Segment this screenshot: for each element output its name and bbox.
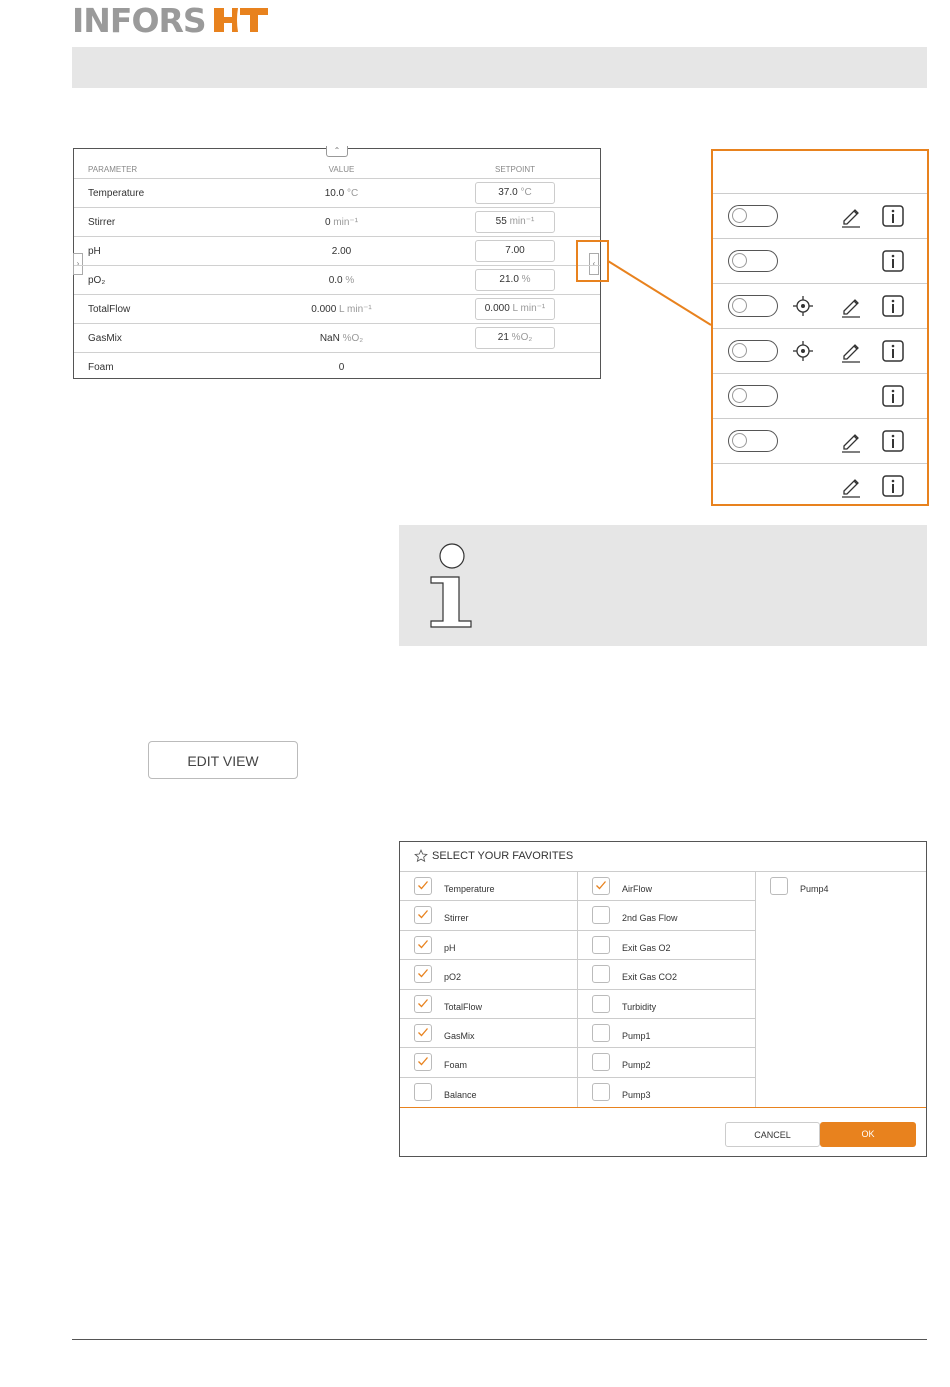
favorite-option[interactable] [578,990,755,1019]
checkbox[interactable] [592,965,610,983]
favorite-label: Balance [444,1089,477,1100]
note-box [399,525,927,646]
favorite-label: 2nd Gas Flow [622,913,678,924]
parameter-name: Temperature [88,188,145,199]
parameter-name: pH [88,246,101,257]
favorite-label: Temperature [444,884,495,894]
toggle-switch[interactable] [728,205,778,227]
info-icon[interactable] [881,204,905,228]
toggle-knob [732,388,747,403]
icon-row [713,463,927,509]
parameter-name: GasMix [88,333,122,344]
info-icon[interactable] [881,339,905,363]
favorite-label: Pump1 [622,1031,651,1041]
favorite-option[interactable] [756,872,926,901]
favorite-label: Stirrer [444,913,469,924]
favorite-option[interactable] [578,931,755,960]
favorite-label: Turbidity [622,1001,657,1012]
favorite-option[interactable] [400,1048,577,1077]
star-icon [414,849,428,863]
setpoint-field[interactable]: 55 min⁻¹ [475,211,555,233]
target-icon[interactable] [791,294,815,318]
favorite-option[interactable] [400,901,577,930]
parameter-name: Foam [88,362,114,373]
chevron-right-icon[interactable]: › [73,253,83,275]
favorite-label: Exit Gas CO2 [622,972,678,983]
table-row [74,352,600,382]
checkbox[interactable] [770,877,788,895]
checkbox[interactable] [414,877,432,895]
favorite-option[interactable] [400,1078,577,1107]
toggle-switch[interactable] [728,250,778,272]
favorite-label: Pump4 [800,884,829,894]
parameter-value: 0 [338,362,345,373]
checkbox[interactable] [592,1053,610,1071]
chevron-left-icon[interactable]: ‹ [589,253,599,275]
table-row [74,294,600,324]
table-row [74,178,600,208]
target-icon[interactable] [791,339,815,363]
setpoint-field[interactable]: 7.00 [475,240,555,262]
header-bar [72,47,927,88]
toggle-knob [732,433,747,448]
icons-panel [711,149,929,506]
setpoint-field[interactable]: 37.0 °C [475,182,555,204]
favorite-option[interactable] [578,960,755,989]
pencil-icon[interactable] [839,339,863,363]
checkbox[interactable] [414,1024,432,1042]
footer-divider [400,1107,926,1108]
parameter-value: 0 min⁻¹ [324,217,359,228]
footer-line [72,1339,927,1340]
checkbox[interactable] [592,877,610,895]
checkbox[interactable] [414,965,432,983]
header-value: VALUE [328,165,355,174]
table-row [74,207,600,237]
favorite-option[interactable] [400,1019,577,1048]
infors-ht-logo [72,2,268,38]
info-icon[interactable] [881,384,905,408]
setpoint-field[interactable]: 0.000 L min⁻¹ [475,298,555,320]
parameter-value: 10.0 °C [324,188,359,199]
favorite-label: pO2 [444,972,462,983]
ht-logo-mark [214,6,268,34]
favorite-label: GasMix [444,1031,475,1041]
parameter-value: 2.00 [331,246,352,257]
favorite-option[interactable] [578,1019,755,1048]
table-row [74,265,600,295]
select-favorites-dialog [399,841,927,1157]
icon-row [713,418,927,464]
info-icon [427,541,475,629]
toggle-knob [732,298,747,313]
checkbox[interactable] [414,995,432,1013]
toggle-knob [732,208,747,223]
favorites-title [414,849,573,863]
logo-text: INFORS [72,0,206,40]
info-icon[interactable] [881,474,905,498]
pencil-icon[interactable] [839,294,863,318]
parameter-value: NaN %O₂ [319,333,364,344]
table-row [74,236,600,266]
favorite-label: TotalFlow [444,1001,483,1012]
toggle-knob [732,343,747,358]
favorite-label: AirFlow [622,884,653,894]
header-parameter: PARAMETER [88,165,138,174]
favorite-label: Pump3 [622,1089,651,1100]
pencil-icon[interactable] [839,474,863,498]
favorite-option[interactable] [400,990,577,1019]
info-icon[interactable] [881,294,905,318]
icon-row [713,373,927,419]
parameter-name: pO₂ [88,275,106,286]
divider [755,871,756,1107]
callout-highlight [576,240,609,282]
toggle-knob [732,253,747,268]
checkbox[interactable] [414,936,432,954]
parameter-table [73,148,601,379]
parameter-value: 0.0 % [328,275,355,286]
favorite-option[interactable] [400,872,577,901]
favorite-option[interactable] [578,901,755,930]
favorite-option[interactable] [578,1048,755,1077]
checkbox[interactable] [592,995,610,1013]
favorite-label: Pump2 [622,1060,651,1071]
table-row [74,323,600,353]
cancel-button[interactable]: CANCEL [725,1122,820,1147]
checkbox[interactable] [414,1053,432,1071]
parameter-name: Stirrer [88,217,116,228]
icon-row [713,238,927,284]
favorite-label: pH [444,942,456,953]
favorite-option[interactable] [578,1078,755,1107]
icon-row [713,328,927,374]
favorite-option[interactable] [400,960,577,989]
checkbox[interactable] [592,1024,610,1042]
icon-row [713,283,927,329]
header-setpoint: SETPOINT [494,165,535,174]
pencil-icon[interactable] [839,204,863,228]
checkbox[interactable] [414,906,432,924]
edit-view-button[interactable]: EDIT VIEW [148,741,298,779]
pencil-icon[interactable] [839,429,863,453]
icon-row [713,193,927,239]
checkbox[interactable] [592,936,610,954]
setpoint-field[interactable]: 21.0 % [475,269,555,291]
favorite-option[interactable] [400,931,577,960]
checkbox[interactable] [592,906,610,924]
favorite-option[interactable] [578,872,755,901]
checkbox[interactable] [414,1083,432,1101]
favorites-title-text: SELECT YOUR FAVORITES [432,850,574,862]
chevron-up-icon[interactable]: ⌃ [326,146,348,157]
info-icon[interactable] [881,249,905,273]
callout-line [606,258,714,328]
toggle-switch[interactable] [728,430,778,452]
setpoint-field[interactable]: 21 %O₂ [475,327,555,349]
toggle-switch[interactable] [728,295,778,317]
favorite-label: Exit Gas O2 [622,942,671,953]
checkbox[interactable] [592,1083,610,1101]
favorite-label: Foam [444,1060,468,1071]
info-icon[interactable] [881,429,905,453]
toggle-switch[interactable] [728,385,778,407]
parameter-value: 0.000 L min⁻¹ [311,304,372,315]
parameter-name: TotalFlow [88,304,131,315]
toggle-switch[interactable] [728,340,778,362]
ok-button[interactable]: OK [820,1122,916,1147]
